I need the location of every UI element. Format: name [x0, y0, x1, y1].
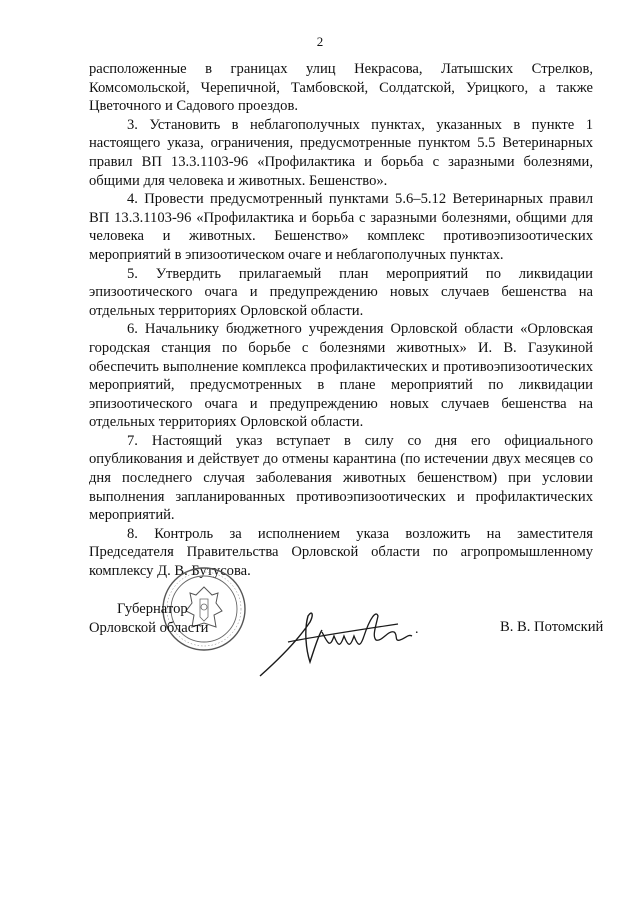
- document-body: [89, 60, 593, 581]
- signer-title: [89, 600, 208, 638]
- signer-title-line2: Орловской области: [89, 620, 209, 636]
- paragraph-3: 3. Установить в неблагополучных пунктах, указанных в пункте 1 настоящего указа, ограничения, предусмотренные пунктом 5.5 Ветеринарных правил ВП 13.3.1103-96 «Профилактика и борьба с заразными болезнями, общими для человека и животных. Бешенство».: [89, 116, 593, 189]
- paragraph-5: 5. Утвердить прилагаемый план мероприятий по ликвидации эпизоотического очага и предупреждению новых случаев бешенства на отдельных территориях Орловской области.: [89, 265, 593, 319]
- paragraph-4: 4. Провести предусмотренный пунктами 5.6–5.12 Ветеринарных правил ВП 13.3.1103-96 «Профилактика и борьба с заразными болезнями, общими для человека и животных. Бешенство» комплекс противоэпизоотических мероприятий в эпизоотическом очаге и неблагополучных пунктах.: [89, 191, 593, 263]
- paragraph-7: 7. Настоящий указ вступает в силу со дня его официального опубликования и действует до отмены карантина (по истечении двух месяцев со дня последнего случая заболевания животных бешенством) при условии выполнения запланированных противоэпизоотических и профилактических мероприятий.: [89, 432, 593, 524]
- paragraph-6: 6. Начальнику бюджетного учреждения Орловской области «Орловская городская станция по борьбе с болезнями животных» И. В. Газукиной обеспечить выполнение комплекса профилактических и противоэпизоотических мероприятий, предусмотренных в плане мероприятий по ликвидации эпизоотического очага и предупреждению новых случаев бешенства на отдельных территориях Орловской области.: [89, 321, 593, 431]
- paragraph-8: 8. Контроль за исполнением указа возложить на заместителя Председателя Правительства Орловской области по агропромышленному комплексу Д. В. Бутусова.: [89, 525, 593, 580]
- page-number: 2: [316, 34, 324, 49]
- paragraph-continuation: расположенные в границах улиц Некрасова, Латышских Стрелков, Комсомольской, Черепичной, Тамбовской, Солдатской, Урицкого, а также Цветочного и Садового проездов.: [89, 61, 593, 115]
- handwritten-signature-icon: [258, 600, 418, 680]
- signer-title-line1: Губернатор: [117, 601, 188, 617]
- signature-dot: .: [415, 622, 419, 637]
- signer-name: В. В. Потомский: [500, 619, 604, 635]
- signature-block: [0, 560, 640, 700]
